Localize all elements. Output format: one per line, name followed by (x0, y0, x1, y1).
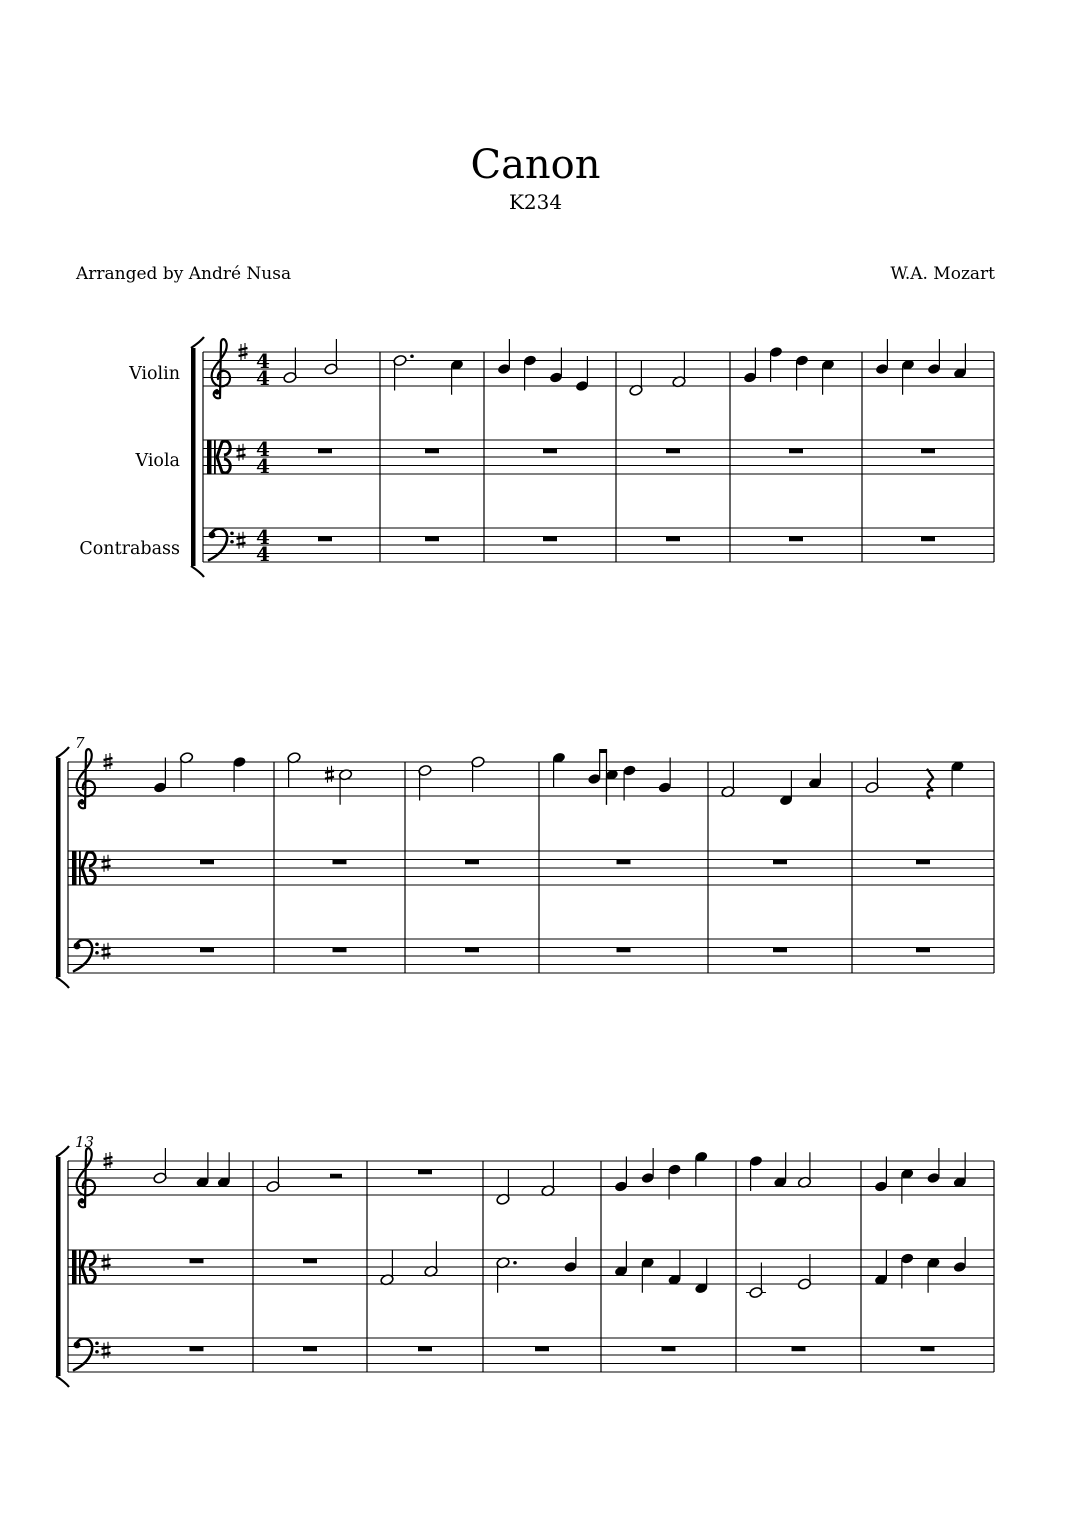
note (587, 749, 601, 785)
note (773, 1152, 787, 1188)
beam (600, 749, 607, 753)
note (393, 354, 414, 390)
whole-rest (543, 449, 557, 454)
treble-clef-dot (79, 1198, 84, 1203)
note (694, 1258, 708, 1294)
augmentation-dot (513, 1261, 517, 1265)
whole-rest (773, 948, 787, 953)
note (541, 1161, 555, 1197)
note (875, 339, 889, 375)
measure-number: 7 (75, 734, 85, 752)
note (926, 1148, 940, 1184)
note (672, 352, 686, 388)
time-signature-numerator: 4 (256, 437, 270, 461)
whole-rest (425, 537, 439, 542)
note (450, 359, 464, 395)
note (418, 764, 432, 800)
note (779, 770, 793, 806)
note (338, 769, 352, 805)
sharp-icon (102, 943, 111, 960)
whole-rest (617, 948, 631, 953)
arranger-credit: Arranged by André Nusa (76, 264, 292, 284)
whole-rest (916, 860, 930, 865)
bracket-bottom (56, 1376, 69, 1387)
instrument-label-violin: Violin (129, 364, 180, 384)
note (953, 1152, 967, 1188)
instrument-label-viola: Viola (135, 451, 180, 471)
quarter-rest (927, 769, 933, 799)
note (287, 752, 301, 788)
time-signature-denominator: 4 (256, 366, 270, 390)
note (953, 1237, 967, 1273)
whole-rest (921, 1347, 935, 1352)
whole-rest (543, 537, 557, 542)
sharp-stroke (102, 1259, 111, 1261)
note (496, 1257, 517, 1293)
note (901, 359, 915, 395)
whole-rest (617, 860, 631, 865)
note (900, 1168, 914, 1204)
note (217, 1152, 231, 1188)
note (629, 360, 643, 396)
whole-rest (921, 449, 935, 454)
bass-clef-dot (230, 531, 234, 535)
bass-clef-dot (95, 942, 99, 946)
whole-rest (465, 948, 479, 953)
bracket-top (56, 747, 69, 758)
note (266, 1157, 280, 1193)
note (195, 1152, 209, 1188)
note (641, 1148, 655, 1184)
sharp-icon (325, 766, 334, 783)
note (496, 1169, 510, 1205)
note (622, 764, 636, 800)
note (874, 1157, 888, 1193)
bass-clef-icon (209, 529, 234, 560)
whole-rest (789, 537, 803, 542)
time-signature-denominator: 4 (256, 542, 270, 566)
bass-clef-icon (74, 1339, 99, 1370)
bass-clef-dot (95, 1350, 99, 1354)
alto-clef-bar (207, 440, 212, 474)
sharp-stroke (102, 1347, 111, 1349)
note (667, 1163, 681, 1199)
whole-rest (662, 1347, 676, 1352)
whole-rest (425, 449, 439, 454)
treble-clef-dot (214, 389, 219, 394)
sharp-stroke (239, 354, 248, 356)
note (769, 346, 783, 382)
whole-rest (792, 1347, 806, 1352)
alto-clef-bar-thin (214, 440, 216, 474)
note (797, 1254, 811, 1290)
note (575, 356, 589, 392)
note (614, 1241, 628, 1277)
bass-clef-dot (230, 540, 234, 544)
bracket-top (191, 337, 204, 348)
note (283, 348, 297, 384)
note (563, 1237, 577, 1273)
bass-clef-head (74, 943, 81, 950)
note (926, 1257, 940, 1293)
whole-rest (418, 1347, 432, 1352)
whole-rest (303, 1347, 317, 1352)
bracket-bottom (56, 977, 69, 988)
note (658, 758, 672, 794)
bass-clef-head (74, 1342, 81, 1349)
note (821, 359, 835, 395)
whole-rest (666, 537, 680, 542)
whole-rest (333, 948, 347, 953)
note (808, 753, 822, 789)
whole-rest (916, 948, 930, 953)
composer-credit: W.A. Mozart (890, 264, 995, 284)
note (614, 1157, 628, 1193)
note (153, 758, 167, 794)
whole-rest (921, 537, 935, 542)
alto-clef-bar-thin (79, 1250, 81, 1284)
whole-rest (190, 1347, 204, 1352)
note (927, 339, 941, 375)
note (950, 760, 964, 796)
whole-rest (318, 537, 332, 542)
note (549, 348, 563, 384)
sharp-stroke (104, 1163, 113, 1165)
bass-clef-head (209, 532, 216, 539)
measure-number: 13 (75, 1133, 95, 1151)
whole-rest (789, 449, 803, 454)
note (865, 758, 879, 794)
whole-rest (200, 948, 214, 953)
sharp-stroke (239, 348, 248, 350)
whole-rest (333, 860, 347, 865)
note (749, 1155, 763, 1191)
note (179, 752, 193, 788)
augmentation-dot (410, 354, 414, 358)
time-signature-numerator: 4 (256, 525, 270, 549)
note (380, 1250, 394, 1286)
instrument-label-contrabass: Contrabass (79, 539, 180, 559)
note (471, 756, 485, 792)
half-rest (330, 1174, 342, 1178)
note (743, 348, 757, 384)
note (746, 1263, 766, 1299)
time-signature-numerator: 4 (256, 349, 270, 373)
bass-clef-dot (95, 951, 99, 955)
note (232, 756, 246, 792)
alto-clef-bar (72, 1250, 77, 1284)
sharp-stroke (104, 764, 113, 766)
sharp-icon (102, 1342, 111, 1359)
system-bracket (191, 348, 196, 566)
sharp-icon (102, 855, 111, 872)
note (795, 354, 809, 390)
sharp-stroke (104, 758, 113, 760)
note (641, 1257, 655, 1293)
note (874, 1250, 888, 1286)
whole-rest (666, 449, 680, 454)
sharp-icon (237, 444, 246, 461)
note (900, 1252, 914, 1288)
note (552, 752, 566, 788)
whole-rest (318, 449, 332, 454)
bass-clef-dot (95, 1341, 99, 1345)
note (523, 354, 537, 390)
note (497, 339, 511, 375)
whole-rest (465, 860, 479, 865)
note (324, 339, 338, 375)
bass-clef-icon (74, 940, 99, 971)
alto-clef-bar-thin (79, 851, 81, 885)
sharp-icon (237, 532, 246, 549)
note (153, 1148, 167, 1184)
note (424, 1241, 438, 1277)
bracket-bottom (191, 566, 204, 577)
whole-rest (418, 1170, 432, 1175)
sharp-stroke (104, 1157, 113, 1159)
whole-rest (535, 1347, 549, 1352)
system-bracket (56, 1157, 61, 1376)
note (953, 343, 967, 379)
sharp-icon (102, 1254, 111, 1271)
whole-rest (190, 1259, 204, 1264)
time-signature-denominator: 4 (256, 454, 270, 478)
treble-clef-dot (79, 799, 84, 804)
score-title: Canon (470, 142, 601, 188)
bracket-top (56, 1146, 69, 1157)
note (797, 1152, 811, 1188)
whole-rest (773, 860, 787, 865)
note (667, 1250, 681, 1286)
note (721, 762, 735, 798)
system-bracket (56, 758, 61, 977)
whole-rest (303, 1259, 317, 1264)
score-subtitle: K234 (508, 190, 563, 214)
whole-rest (200, 860, 214, 865)
note (694, 1151, 708, 1187)
alto-clef-bar (72, 851, 77, 885)
